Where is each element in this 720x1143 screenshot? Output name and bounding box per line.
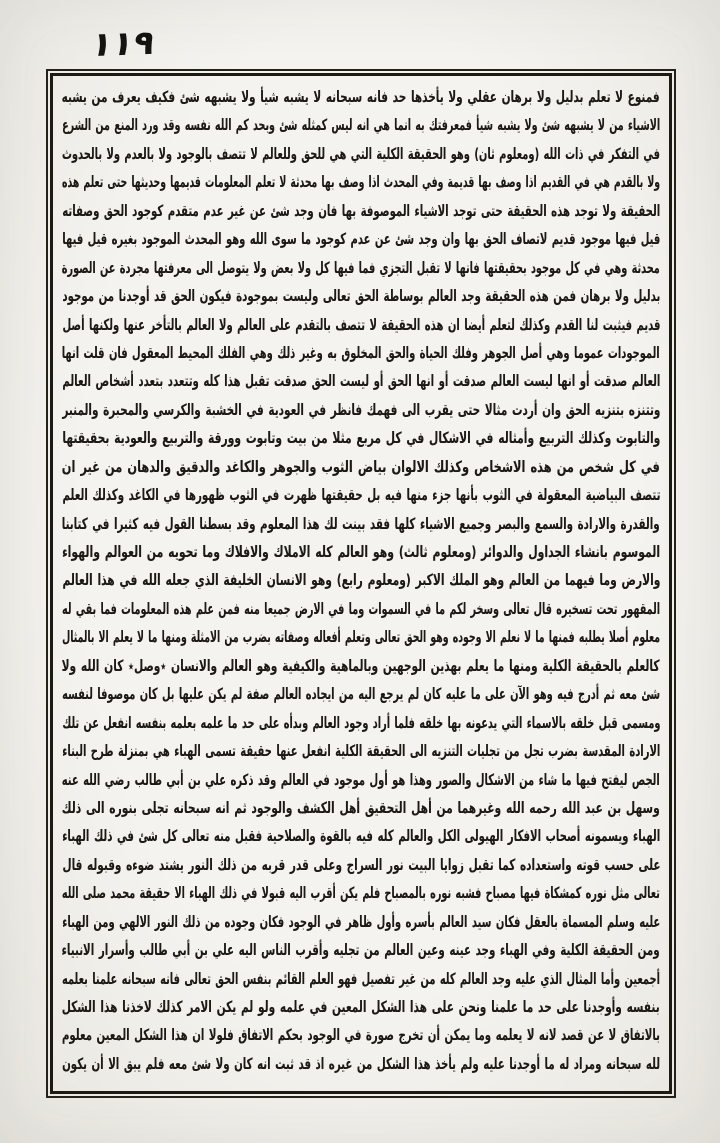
- text-line: الحقيقة ولا توجد هذه الحقيقة حتى توجد الاشياء الموصوفة بها فان وجد شئ عن غير عدم متقدم كوجود الحق وصفاته: [62, 201, 660, 220]
- text-line: أجمعين وأما المثال الذي عليه وجد العالم كله من غير تفصيل فهو العلم القائم بنفس الحق تعالى فانه سبحانه علمنا بعلمه: [62, 969, 660, 988]
- text-line: ومسمى قبل خلقه بالاسماء التي يدعونه بها خلقه فلما أراد وجود العالم وبدأه على حد ما علمه بعلمه بنفسه انفعل عن تلك: [62, 713, 660, 732]
- text-line: ولا بالقدم هي في القديم اذا وصف بها قديمة وفي المحدث اذا وصف بها محدثة لا تعلم المعلومات قديمها وحديثها حتى تعلم هذه: [62, 173, 660, 192]
- text-line: فمنوع لا تعلم بدليل ولا برهان عقلي ولا يأخذها حد فانه سبحانه لا يشبه شيأ ولا يشبهه شئ فكيف يعرف من يشبه: [62, 88, 660, 106]
- text-line: على حسب قوته واستعداده كما تقبل زوايا البيت نور السراج وعلى قدر قربه من ذلك النور يشتد ضوءه وقبوله قال: [62, 855, 660, 874]
- text-line: وسهل بن عبد الله رحمه الله وغيرهما من أهل التحقيق أهل الكشف والوجود ثم انه سبحانه تجلى بنوره الى ذلك: [62, 798, 660, 817]
- text-line: عليه وسلم المسماة بالعقل فكان سيد العالم بأسره وأول ظاهر في الوجود فكان وجوده من ذلك النور الالهي ومن الهباء: [62, 912, 660, 931]
- text-line: الهباء ويسمونه أصحاب الافكار الهيولى الكل والعالم كله فيه بالقوة والصلاحية فقبل منه تعالى كل شئ في ذلك الهباء: [62, 827, 660, 846]
- text-line: شئ معه ثم أدرج فيه وهو الآن على ما عليه كان لم يرجع اليه من ايجاده العالم صفة لم يكن عليها بل كان موصوفا لنفسه: [62, 685, 660, 704]
- page-number: ١١٩: [87, 22, 159, 66]
- text-line: بالاتفاق لا عن قصد لانه لا يعلمه وما يمكن أن تخرج صورة في الوجود بحكم الاتفاق فلولا ان هذا الشكل المعين معلوم: [62, 1026, 660, 1045]
- text-line: قديم فيثبت لنا القدم وكذلك لتعلم أيضا ان هذه الحقيقة لا تتصف بالتقدم على العالم ولا العالم بالتأخر عنها ولكنها أصل: [62, 315, 660, 334]
- text-line: في كل شخص من هذه الاشخاص وكذلك الالوان بياض الثوب والجوهر والكاغد والدقيق والدهان من غير ان: [62, 457, 660, 476]
- text-line: تعالى مثل نوره كمشكاة فيها مصباح فشبه نوره بالمصباح فلم يكن أقرب اليه قبولا في ذلك الهباء الا حقيقة محمد صلى الله: [62, 884, 660, 903]
- text-line: تتصف البياضية المعقولة في الثوب بأنها جزء منها فيه بل حقيقتها ظهرت في الثوب ظهورها في الكاغد وكذلك العلم: [62, 486, 660, 505]
- text-line: والارض وما فيهما من العالم وهو الملك الاكبر (ومعلوم رابع) وهو الانسان الخليفة الذي جعله الله في هذا العالم: [62, 571, 660, 590]
- text-frame-outer-border: [46, 69, 676, 1098]
- text-line: الموسوم بانشاء الجداول والدوائر (ومعلوم ثالث) وهو العالم كله الاملاك والافلاك وما تحويه من العوالم والهواء: [62, 543, 660, 561]
- text-line: العالم صدقت أو انها ليست العالم صدقت أو انها الحق أو ليست الحق صدقت تقبل هذا كله وتتعدد بتعدد أشخاص العالم: [62, 372, 660, 391]
- text-line: الارادة المقدسة بضرب تجل من تجليات التنزيه الى الحقيقة الكلية انفعل عنها حقيقة تسمى الهباء هي بمنزلة طرح البناء: [62, 742, 660, 761]
- text-line: معلوم أصلا يطلبه فمنها ما لا نعلم الا وجوده وهو الحق تعالى وتعلم أفعاله وصفاته بضرب من الامثلة ومنها ما لا يعلم الا بالمثال: [62, 628, 660, 647]
- text-line: كالعلم بالحقيقة الكلية ومنها ما يعلم بهذين الوجهين وبالماهية والكيفية وهو العالم والانسان ٭وصل٭ كان الله ولا: [62, 656, 660, 675]
- text-line: والتابوت وكذلك التربيع وأمثاله في الاشكال في كل مربع مثلا من بيت وتابوت وورقة والتربيع والعودية بحقيقتها: [62, 429, 660, 448]
- text-line: لله سبحانه ومراد له ما أوجدنا عليه ولم يأخذ هذا الشكل من غيره اذ قد ثبت انه كان ولا شئ معه فلم يبق الا أن يكون: [62, 1054, 660, 1073]
- text-line: الجص ليفتح فيها ما شاء من الاشكال والصور وهذا هو أول موجود في العالم وقد ذكره علي بن أبي طالب رضي الله عنه: [62, 770, 660, 789]
- text-line: بدليل ولا برهان فمن هذه الحقيقة وجد العالم بوساطة الحق تعالى وليست بموجودة فيكون الحق قد أوجدنا من موجود: [62, 287, 660, 306]
- text-line: الاشياء من لا يشبهه شئ ولا يشبه شيأ فمعرفتك به انما هي انه ليس كمثله شئ وبحد كم الله نفسه وقد ورد المنع من الشرع: [62, 116, 660, 135]
- text-line: وتتنزه بتنزيه الحق وان أردت مثالا حتى يقرب الى فهمك فانظر في العودية في الخشبة والكرسي والمحبرة والمنبر: [62, 400, 660, 419]
- text-line: قيل فيها موجود قديم لاتصاف الحق بها وان وجد شئ عن عدم كوجود ما سوى الله وهو المحدث الموجود بغيره قيل فيها: [62, 230, 660, 249]
- text-frame-inner-border: [50, 73, 672, 1094]
- text-line: في التفكر في ذات الله (ومعلوم ثان) وهو الحقيقة الكلية التي هي للحق وللعالم لا تتصف بالوجود ولا بالعدم ولا بالحدوث: [62, 144, 660, 163]
- text-line: والقدرة والارادة والسمع والبصر وجميع الاشياء كلها فقد بينت لك هذا المعلوم وقد بسطنا القول فيه كثيرا في كتابنا: [62, 514, 660, 533]
- text-line: ومن الحقيقة الكلية وفي الهباء وجد عينه وعين العالم من تجليه وأقرب الناس اليه علي بن أبي طالب وأسرار الانبياء: [62, 941, 660, 960]
- text-line: المقهور تحت تسخيره قال تعالى وسخر لكم ما في السموات وما في الارض جميعا منه فمن علم هذه المعلومات فما بقي له: [62, 599, 660, 618]
- text-line: الموجودات عموما وهي أصل الجوهر وفلك الحياة والحق المخلوق به وغير ذلك وهي الفلك المحيط المعقول فان قلت انها: [62, 343, 660, 362]
- text-line: محدثة وهي في كل موجود بحقيقتها فانها لا تقبل التجزي فما فيها كل ولا بعض ولا يتوصل الى معرفتها مجردة عن الصورة: [62, 258, 660, 277]
- body-text: [53, 76, 669, 1091]
- text-line: بنفسه وأوجدنا على حد ما علمنا ونحن على هذا الشكل المعين في علمه ولو لم يكن الامر كذلك لاخذنا هذا الشكل: [62, 998, 660, 1016]
